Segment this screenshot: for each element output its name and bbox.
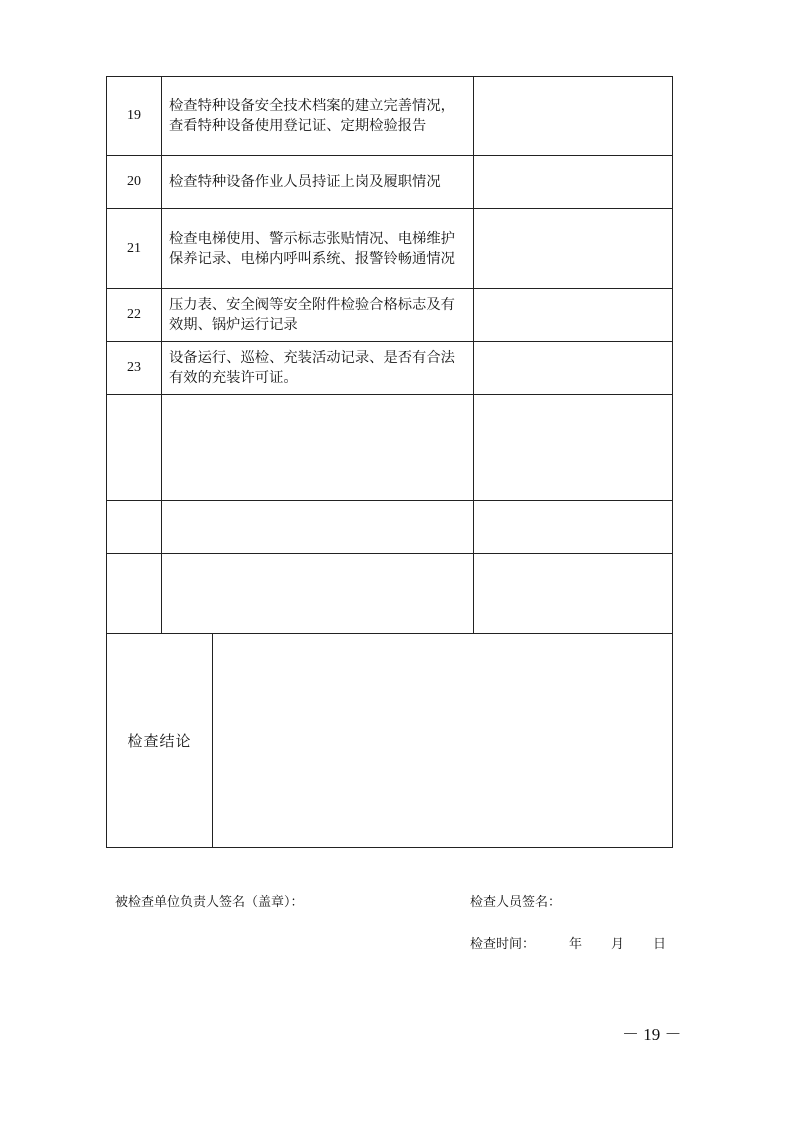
result-cell-empty[interactable]	[474, 395, 673, 501]
conclusion-row	[107, 634, 673, 848]
table-row	[107, 77, 673, 156]
table-row-empty	[107, 554, 673, 634]
conclusion-field[interactable]	[213, 634, 673, 848]
row-number: 22	[107, 289, 162, 342]
inspector-signature-label: 检查人员签名：	[470, 895, 562, 910]
table-row	[107, 209, 673, 289]
result-cell[interactable]	[474, 289, 673, 342]
result-cell-empty[interactable]	[474, 501, 673, 554]
conclusion-label: 检查结论	[107, 634, 213, 848]
row-number: 23	[107, 342, 162, 395]
row-number-empty	[107, 554, 162, 634]
row-number: 20	[107, 156, 162, 209]
check-item: 压力表、安全阀等安全附件检验合格标志及有效期、锅炉运行记录	[162, 289, 474, 342]
table-row	[107, 289, 673, 342]
check-item: 检查电梯使用、警示标志张贴情况、电梯维护保养记录、电梯内呼叫系统、报警铃畅通情况	[162, 209, 474, 289]
check-item-empty[interactable]	[162, 501, 474, 554]
unit-leader-signature-label: 被检查单位负责人签名（盖章）：	[115, 895, 304, 910]
check-item: 设备运行、巡检、充装活动记录、是否有合法有效的充装许可证。	[162, 342, 474, 395]
inspection-time-label: 检查时间：	[470, 937, 536, 952]
row-number-empty	[107, 395, 162, 501]
inspection-table	[106, 76, 673, 848]
month-label: 月	[611, 937, 625, 952]
result-cell[interactable]	[474, 77, 673, 156]
row-number-empty	[107, 501, 162, 554]
table-row-empty	[107, 501, 673, 554]
check-item-empty[interactable]	[162, 395, 474, 501]
table-row-empty	[107, 395, 673, 501]
result-cell[interactable]	[474, 209, 673, 289]
page-number: － 19 －	[622, 1025, 682, 1044]
table-row	[107, 342, 673, 395]
check-item-empty[interactable]	[162, 554, 474, 634]
result-cell[interactable]	[474, 156, 673, 209]
table-row	[107, 156, 673, 209]
check-item: 检查特种设备作业人员持证上岗及履职情况	[162, 156, 474, 209]
result-cell-empty[interactable]	[474, 554, 673, 634]
year-label: 年	[569, 937, 583, 952]
check-item: 检查特种设备安全技术档案的建立完善情况，查看特种设备使用登记证、定期检验报告	[162, 77, 474, 156]
row-number: 21	[107, 209, 162, 289]
result-cell[interactable]	[474, 342, 673, 395]
day-label: 日	[653, 937, 667, 952]
row-number: 19	[107, 77, 162, 156]
